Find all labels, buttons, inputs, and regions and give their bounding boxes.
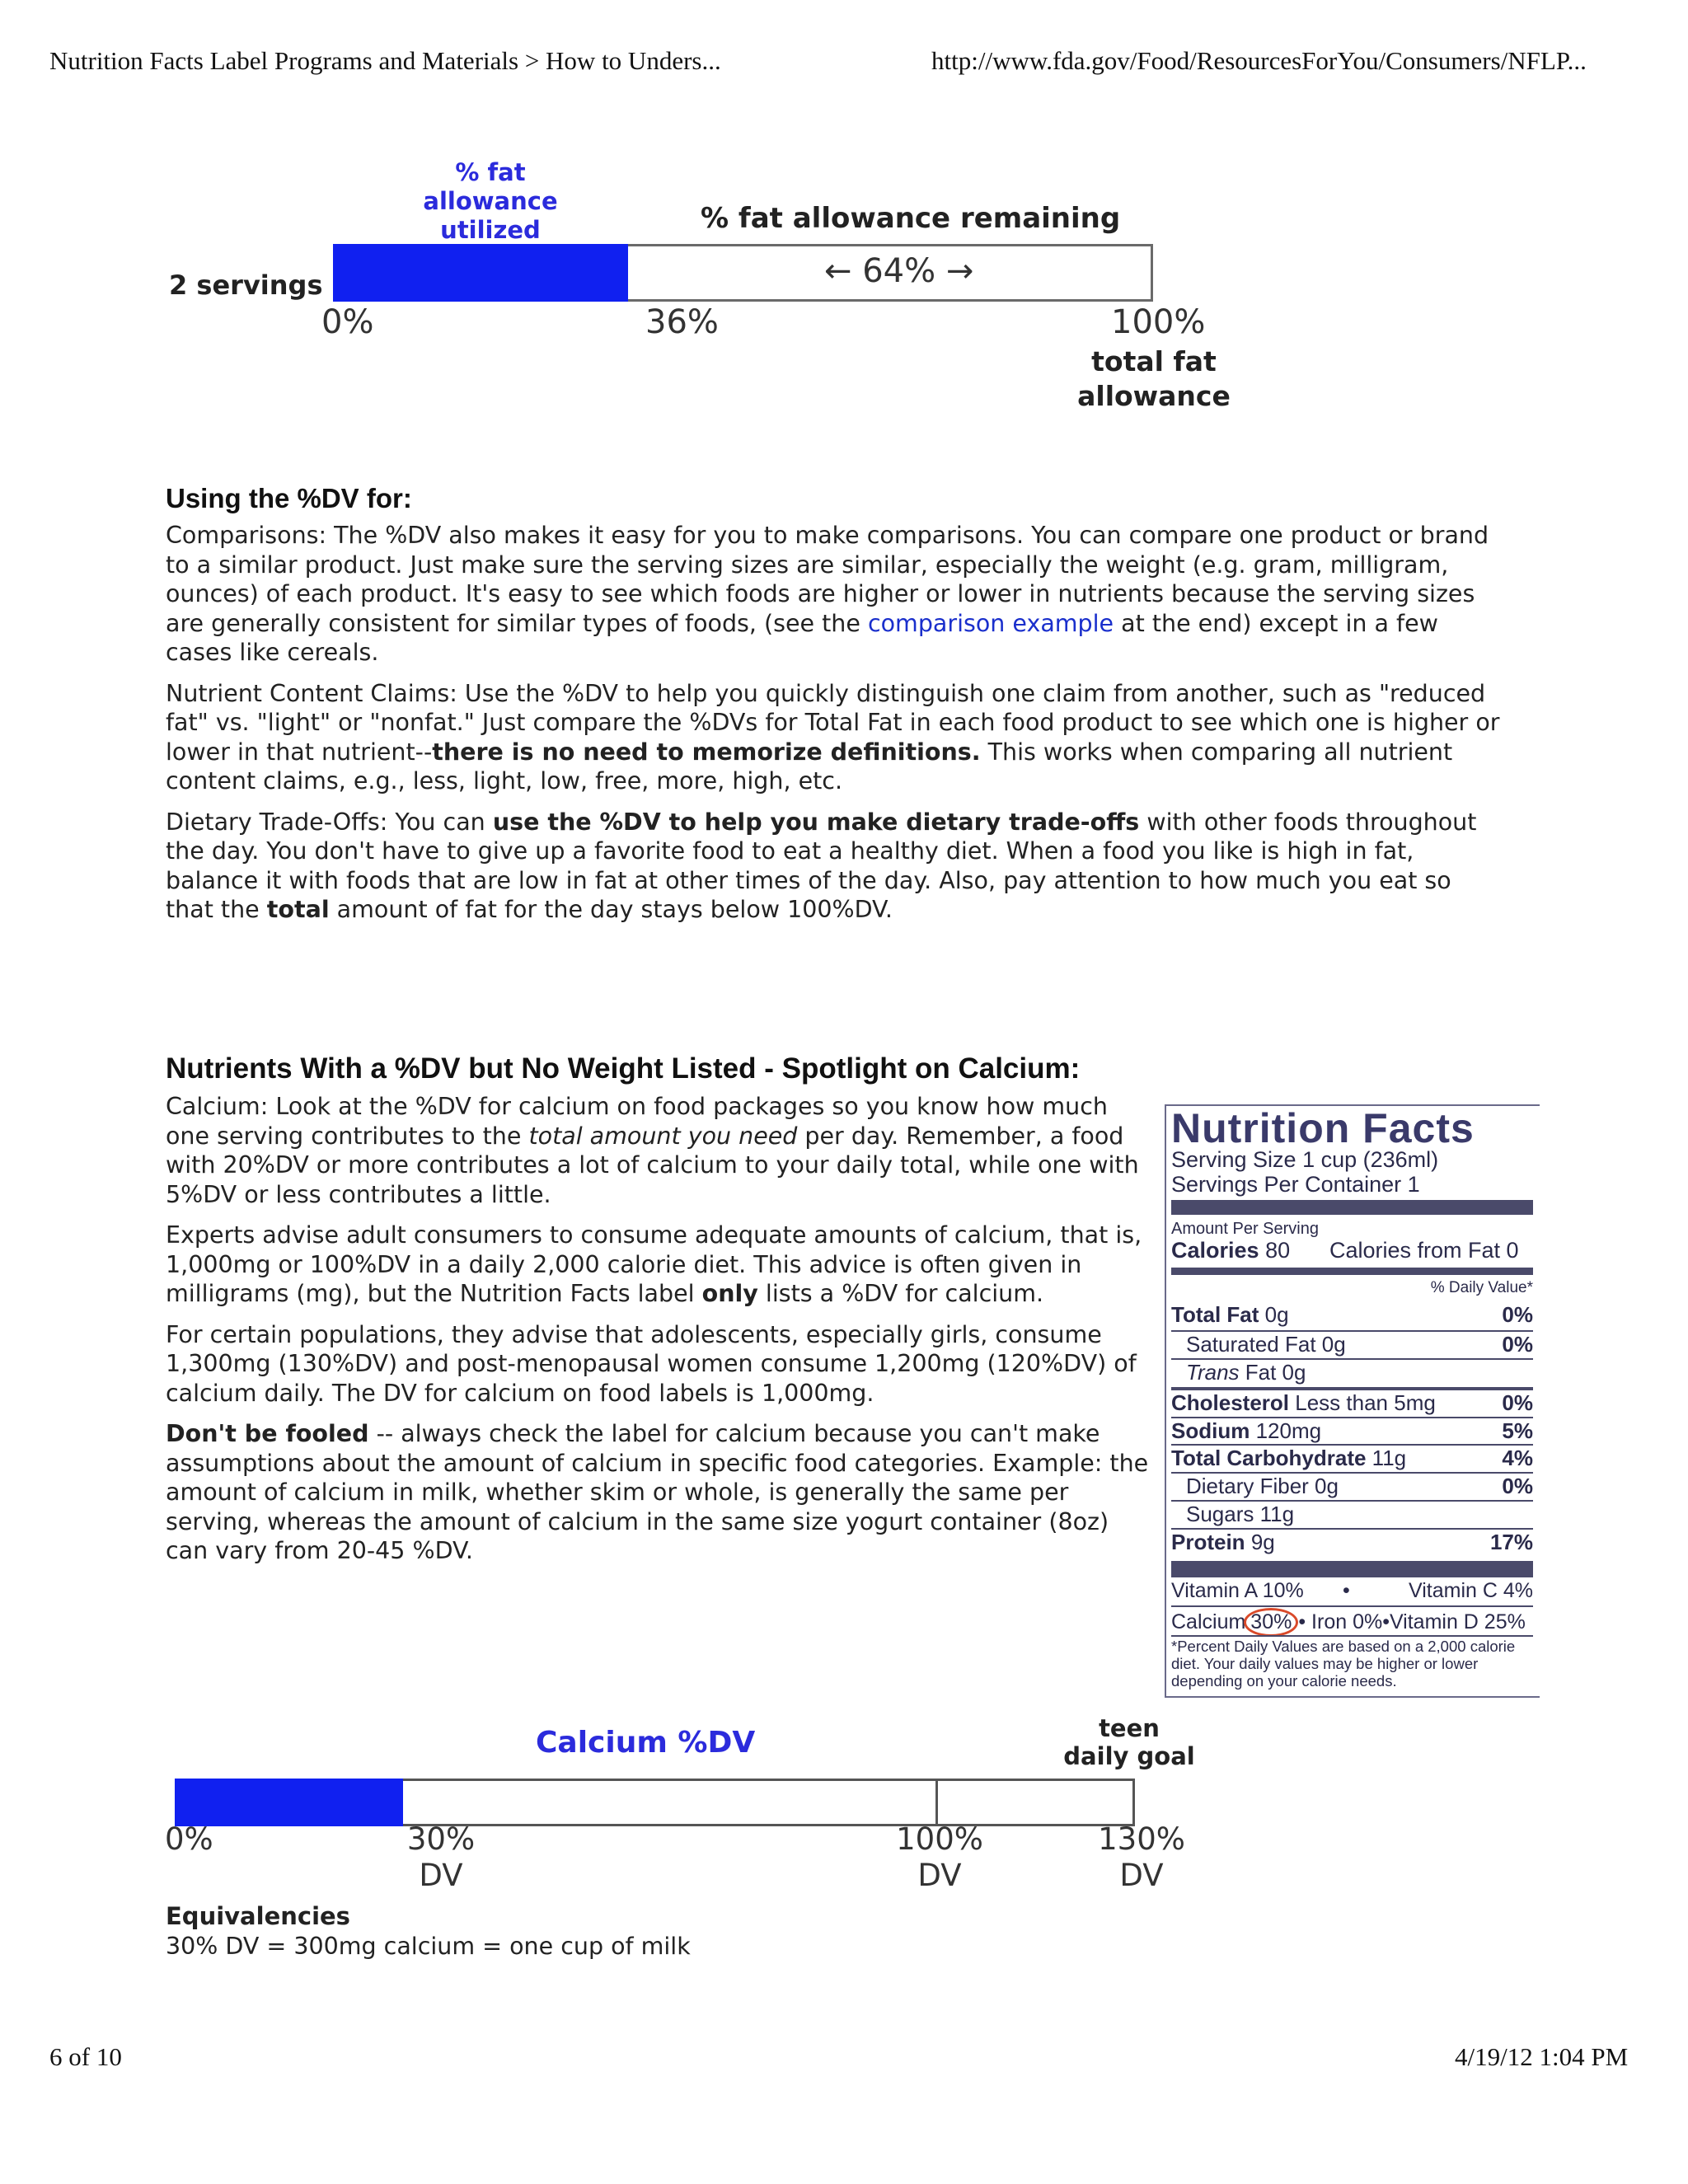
text: with other foods throughout the day. You don't have to give up a favorite food to eat a healthy diet. When a food you like is high in fat, balance it with foods that are low in fat at other times of the day. Also, pay attention to how much you eat so that the [166,808,1477,923]
text: Calcium: Look at the %DV for calcium on food packages so you know how much one serving contributes to the [166,1093,1108,1150]
serving-size: Serving Size 1 cup (236ml) [1171,1147,1439,1172]
nutrition-facts-label [1165,1104,1540,1698]
paragraph-nutrient-claims [166,679,1505,796]
tick-unit: DV [419,1858,463,1893]
paragraph-dont-be-fooled [166,1419,1151,1566]
bold-text: only [701,1280,758,1307]
calcium-label: Calcium [1171,1610,1246,1633]
paragraph-calcium-populations: For certain populations, they advise that adolescents, especially girls, consume 1,300mg (130%DV) and post-menopausal women consume 1,200mg (120%DV) of calcium daily. The DV for calcium on food labels is 1,000mg. [166,1320,1137,1407]
row-divider [1171,1635,1533,1637]
fat-total-line: allowance [1077,380,1231,412]
vitamin-row-2 [1171,1608,1533,1637]
nutrient-amount: 0g [1264,1302,1289,1327]
paragraph-calcium-experts [166,1221,1151,1309]
nutrient-row-sodium [1171,1418,1533,1444]
nutrient-name: Saturated Fat 0g [1186,1332,1346,1357]
goal-line: teen [1099,1714,1160,1742]
calories-value: 80 [1265,1238,1291,1263]
italic-text: total amount you need [528,1122,798,1150]
fat-remaining-value: ← 64% → [824,252,974,290]
servings-per-container: Servings Per Container 1 [1171,1172,1420,1197]
nutrient-amount: 120mg [1255,1418,1322,1443]
vitamin-a: Vitamin A 10% [1171,1579,1304,1602]
calcium-highlight-circle [1244,1608,1298,1637]
amount-per-serving: Amount Per Serving [1171,1220,1319,1238]
fat-remaining-label: % fat allowance remaining [701,202,1121,235]
nutrient-amount: Less than 5mg [1295,1390,1436,1415]
nutrient-pct: 0% [1502,1332,1533,1357]
calcium-pct: 30% [1250,1610,1292,1633]
fat-tick-36: 36% [645,303,719,341]
teen-daily-goal-label [1047,1714,1212,1770]
bold-text: there is no need to memorize definitions. [432,738,981,766]
text: Experts advise adult consumers to consume adequate amounts of calcium, that is, 1,000mg or 100%DV in a daily 2,000 calorie diet. This advice is often given in milligrams (mg), but the Nutrition Facts label [166,1221,1142,1307]
equivalencies-text: 30% DV = 300mg calcium = one cup of milk [166,1933,691,1960]
calcium-bar-fill [175,1779,403,1826]
print-header-title: Nutrition Facts Label Programs and Materials > How to Unders... [49,46,721,75]
calories-from-fat: Calories from Fat 0 [1329,1238,1519,1263]
fat-utilized-line: utilized [440,216,541,244]
nutrient-row-dietary-fiber [1171,1474,1533,1499]
calcium-tick-100 [894,1821,985,1894]
print-footer-date: 4/19/12 1:04 PM [1455,2042,1629,2071]
section-using-dv-body [166,521,1505,936]
fat-bar-fill [333,244,628,302]
text: Comparisons: The %DV also makes it easy for you to make comparisons. You can compare one product or brand to a similar product. Just make sure the serving sizes are similar, especially the weight (e.g. gram, milligram, ounces) of each product. It's easy to see which foods are higher or lower in nutrients because the serving sizes are generally consistent for similar types of foods, (see the [166,522,1489,637]
nutrient-amount: 11g [1372,1446,1407,1470]
text: -- always check the label for calcium because you can't make assumptions about the amount of calcium in specific food categories. Example: the amount of calcium in milk, whether skim or whole, is generally the same per serving, whereas the amount of calcium in the same size yogurt container (8oz) can vary from 20-45 %DV. [166,1420,1149,1564]
nutrient-row-sugars [1171,1502,1533,1527]
nutrient-name: Protein [1171,1530,1245,1554]
fat-utilized-label [416,158,565,245]
label-divider-medium [1171,1268,1533,1275]
text: amount of fat for the day stays below 100%DV. [329,896,893,923]
bold-text: Don't be fooled [166,1420,369,1447]
nutrient-name: Trans [1186,1360,1240,1385]
vitamin-c: Vitamin C 4% [1409,1579,1533,1602]
equivalencies-heading: Equivalencies [166,1902,350,1930]
fat-total-label [1063,344,1245,414]
text: per day. Remember, a food with 20%DV or more contributes a lot of calcium to your daily total, while one with 5%DV or less contributes a little. [166,1122,1139,1208]
calcium-tick-30 [404,1821,478,1894]
nutrient-amount: Fat 0g [1245,1360,1306,1385]
bullet: • [1343,1579,1350,1602]
nutrient-pct: 5% [1502,1418,1533,1443]
label-divider-thick [1171,1561,1533,1577]
text: Nutrient Content Claims: Use the %DV to help you quickly distinguish one claim from another, such as "reduced fat" vs. "light" or "nonfat." Just compare the %DVs for Total Fat in each food product to see which one is higher or lower in that nutrient-- [166,679,1500,766]
calcium-graphic-title: Calcium %DV [536,1726,756,1760]
text: at the end) except in a few cases like cereals. [166,609,1438,666]
calcium-100-divider [935,1779,938,1826]
nutrient-row-cholesterol [1171,1390,1533,1416]
fat-total-line: total fat [1091,345,1217,377]
section-heading-using-dv: Using the %DV for: [166,483,412,513]
section-heading-calcium: Nutrients With a %DV but No Weight Listed - Spotlight on Calcium: [166,1052,1081,1085]
calcium-tick-0: 0% [165,1821,213,1857]
nutrient-name: Cholesterol [1171,1390,1290,1415]
nutrient-name: Total Carbohydrate [1171,1446,1367,1470]
vitamin-row-1 [1171,1579,1533,1603]
nutrient-name: Sodium [1171,1418,1250,1443]
paragraph-calcium-intro [166,1092,1151,1209]
iron-vitamin-d: • Iron 0%•Vitamin D 25% [1298,1610,1526,1633]
calcium-tick-130 [1096,1821,1187,1894]
comparison-example-link[interactable]: comparison example [867,609,1114,637]
nutrient-row-trans-fat [1171,1360,1533,1385]
bold-text: use the %DV to help you make dietary trade-offs [492,808,1140,836]
fat-row-label: 2 servings [169,269,323,301]
tick-unit: DV [1119,1858,1164,1893]
text: This works when comparing all nutrient content claims, e.g., less, light, low, free, more, high, etc. [166,738,1453,794]
text: lists a %DV for calcium. [757,1280,1044,1307]
tick-value: 100% [896,1821,983,1857]
tick-value: 130% [1098,1821,1185,1857]
fat-utilized-line: % fat [455,158,526,186]
bold-text: total [266,896,330,923]
nutrient-pct: 17% [1489,1530,1533,1554]
tick-unit: DV [917,1858,962,1893]
nutrient-pct: 0% [1502,1302,1533,1327]
row-divider [1171,1605,1533,1607]
nutrient-name: Total Fat [1171,1302,1259,1327]
nutrient-name: Dietary Fiber 0g [1186,1474,1339,1498]
section-calcium-body [166,1092,1151,1577]
nutrient-amount: 9g [1250,1530,1275,1554]
fat-tick-100: 100% [1111,303,1206,341]
print-footer-page: 6 of 10 [49,2042,122,2071]
nutrient-pct: 0% [1502,1390,1533,1415]
label-footnote: *Percent Daily Values are based on a 2,000 calorie diet. Your daily values may be higher or lower depending on your calorie needs. [1171,1638,1516,1690]
label-divider-thick [1171,1200,1533,1215]
nutrient-name: Sugars 11g [1186,1502,1295,1526]
fat-tick-0: 0% [321,303,374,341]
calories-label: Calories [1171,1238,1259,1263]
nutrient-pct: 0% [1502,1474,1533,1498]
goal-line: daily goal [1063,1742,1195,1770]
nutrient-row-total-carbohydrate [1171,1446,1533,1471]
nutrition-facts-title: Nutrition Facts [1171,1105,1475,1151]
paragraph-comparisons [166,521,1505,668]
nutrient-pct: 4% [1502,1446,1533,1470]
tick-value: 30% [406,1821,476,1857]
print-header-url: http://www.fda.gov/Food/ResourcesForYou/Consumers/NFLP... [931,46,1587,75]
nutrient-row-saturated-fat [1171,1332,1533,1357]
nutrient-row-protein [1171,1530,1533,1555]
calories-row [1171,1238,1533,1263]
paragraph-trade-offs [166,808,1505,925]
nutrient-row-total-fat [1171,1302,1533,1328]
daily-value-header: % Daily Value* [1430,1279,1533,1296]
text: Dietary Trade-Offs: You can [166,808,493,836]
fat-utilized-line: allowance [423,187,558,215]
